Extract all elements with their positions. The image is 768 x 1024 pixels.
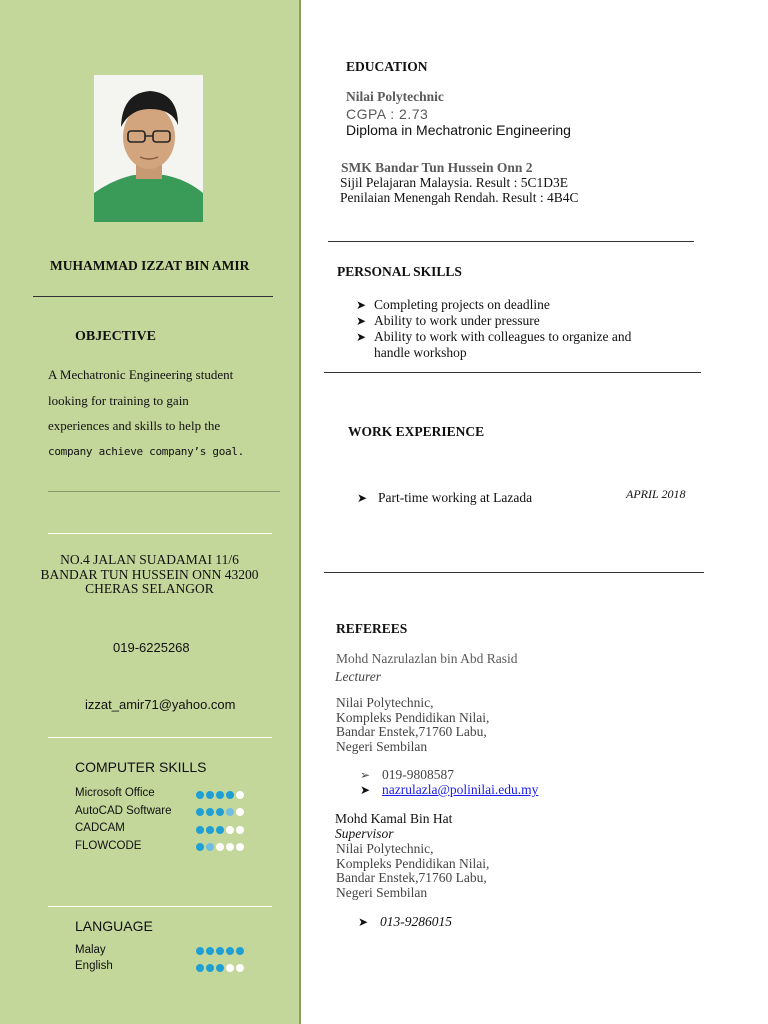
language-title: LANGUAGE [75, 918, 153, 934]
rating-dot [216, 791, 224, 799]
personal-skills-title: PERSONAL SKILLS [337, 264, 462, 279]
skill-rating [196, 843, 245, 851]
language-name: Malay [75, 944, 106, 956]
address-line: BANDAR TUN HUSSEIN ONN 43200 [40, 566, 259, 582]
rating-dot [226, 843, 234, 851]
referee-address [336, 842, 489, 900]
work-item: ➤ Part-time working at Lazada [357, 490, 533, 505]
rating-dot [226, 964, 234, 972]
address-line: NO.4 JALAN SUADAMAI 11/6 [60, 552, 239, 567]
skill-name: FLOWCODE [75, 840, 142, 852]
objective-title: OBJECTIVE [75, 329, 156, 344]
arrow-bullet-icon: ➤ [356, 330, 367, 344]
profile-photo-illustration [94, 75, 203, 222]
education-diploma: Diploma in Mechatronic Engineering [346, 122, 571, 138]
arrow-bullet-icon: ➤ [358, 915, 369, 929]
rating-dot [216, 843, 224, 851]
list-item: ➤ Completing projects on deadline [356, 297, 550, 312]
skill-name: CADCAM [75, 822, 125, 834]
referee-email [360, 782, 538, 798]
sidebar-panel [0, 0, 301, 1024]
objective-line: looking for training to gain [48, 392, 189, 408]
address-line: Nilai Polytechnic, [336, 695, 434, 710]
rating-dot [196, 947, 204, 955]
rating-dot [236, 808, 244, 816]
work-experience-title: WORK EXPERIENCE [348, 424, 485, 439]
arrow-bullet-icon: ➤ [357, 491, 368, 505]
rating-dot [226, 826, 234, 834]
skill-rating [196, 791, 245, 799]
education-school: Nilai Polytechnic [346, 89, 444, 104]
rating-dot [206, 964, 214, 972]
rating-dot [236, 843, 244, 851]
profile-photo [94, 75, 203, 222]
education-result: Penilaian Menengah Rendah. Result : 4B4C [340, 190, 579, 205]
skill-name: AutoCAD Software [75, 805, 172, 817]
divider [33, 296, 273, 297]
rating-dot [226, 791, 234, 799]
rating-dot [206, 947, 214, 955]
divider [48, 533, 272, 534]
full-name: MUHAMMAD IZZAT BIN AMIR [50, 258, 250, 273]
referee-address [336, 696, 489, 754]
arrow-bullet-icon: ➤ [356, 298, 367, 312]
address-line: Nilai Polytechnic, [336, 841, 434, 856]
divider [48, 737, 272, 738]
language-name: English [75, 960, 113, 972]
rating-dot [236, 826, 244, 834]
address-line: Bandar Enstek,71760 Labu, [336, 870, 487, 885]
rating-dot [196, 843, 204, 851]
arrow-bullet-icon: ➤ [356, 314, 367, 328]
list-item: ➤ Ability to work under pressure [356, 313, 540, 328]
address [0, 553, 299, 597]
rating-dot [196, 791, 204, 799]
referee-role: Supervisor [335, 826, 394, 841]
divider [48, 906, 272, 907]
objective-line: experiences and skills to help the [48, 418, 221, 433]
objective-line: company achieve company’s goal. [48, 444, 244, 458]
list-item: handle workshop [374, 345, 467, 360]
rating-dot [226, 808, 234, 816]
referee-name: Mohd Kamal Bin Hat [335, 811, 453, 826]
referee-email-link[interactable]: nazrulazla@polinilai.edu.my [382, 782, 539, 797]
rating-dot [206, 808, 214, 816]
arrow-bullet-icon: ➤ [360, 783, 371, 797]
rating-dot [196, 808, 204, 816]
language-rating [196, 947, 245, 955]
rating-dot [216, 947, 224, 955]
list-item: ➤ Ability to work with colleagues to organize and [356, 329, 632, 344]
address-line: Kompleks Pendidikan Nilai, [336, 709, 490, 725]
rating-dot [196, 964, 204, 972]
objective-text [48, 362, 244, 464]
rating-dot [236, 791, 244, 799]
rating-dot [206, 826, 214, 834]
divider [48, 491, 280, 492]
address-line: Kompleks Pendidikan Nilai, [336, 855, 490, 871]
work-date: APRIL 2018 [626, 487, 686, 501]
rating-dot [216, 826, 224, 834]
rating-dot [236, 964, 244, 972]
rating-dot [216, 808, 224, 816]
education-cgpa: CGPA : 2.73 [346, 106, 429, 122]
rating-dot [216, 964, 224, 972]
rating-dot [236, 947, 244, 955]
address-line: Negeri Sembilan [336, 738, 428, 754]
personal-skills-list [356, 297, 631, 360]
rating-dot [206, 791, 214, 799]
divider [324, 572, 704, 573]
address-line: Negeri Sembilan [336, 884, 428, 900]
computer-skills-title: COMPUTER SKILLS [75, 759, 207, 775]
referee-phone: ➢ 019-9808587 [360, 767, 454, 782]
referee-role: Lecturer [335, 669, 381, 684]
education-result: Sijil Pelajaran Malaysia. Result : 5C1D3E [340, 175, 568, 190]
email-address[interactable]: izzat_amir71@yahoo.com [85, 697, 236, 712]
rating-dot [226, 947, 234, 955]
skill-rating [196, 826, 245, 834]
skill-name: Microsoft Office [75, 787, 155, 799]
rating-dot [206, 843, 214, 851]
phone-number: 019-6225268 [113, 640, 190, 655]
arrow-bullet-icon: ➢ [360, 768, 371, 782]
referees-title: REFEREES [336, 621, 408, 636]
language-rating [196, 964, 245, 972]
divider [328, 241, 694, 242]
address-line: CHERAS SELANGOR [85, 581, 214, 596]
address-line: Bandar Enstek,71760 Labu, [336, 724, 487, 739]
skill-rating [196, 808, 245, 816]
objective-line: A Mechatronic Engineering student [48, 367, 234, 382]
referee-phone: ➤ 013-9286015 [358, 914, 452, 929]
education-school: SMK Bandar Tun Hussein Onn 2 [341, 160, 533, 175]
referee-name: Mohd Nazrulazlan bin Abd Rasid [336, 651, 518, 666]
divider [324, 372, 701, 373]
rating-dot [196, 826, 204, 834]
education-title: EDUCATION [346, 59, 428, 74]
